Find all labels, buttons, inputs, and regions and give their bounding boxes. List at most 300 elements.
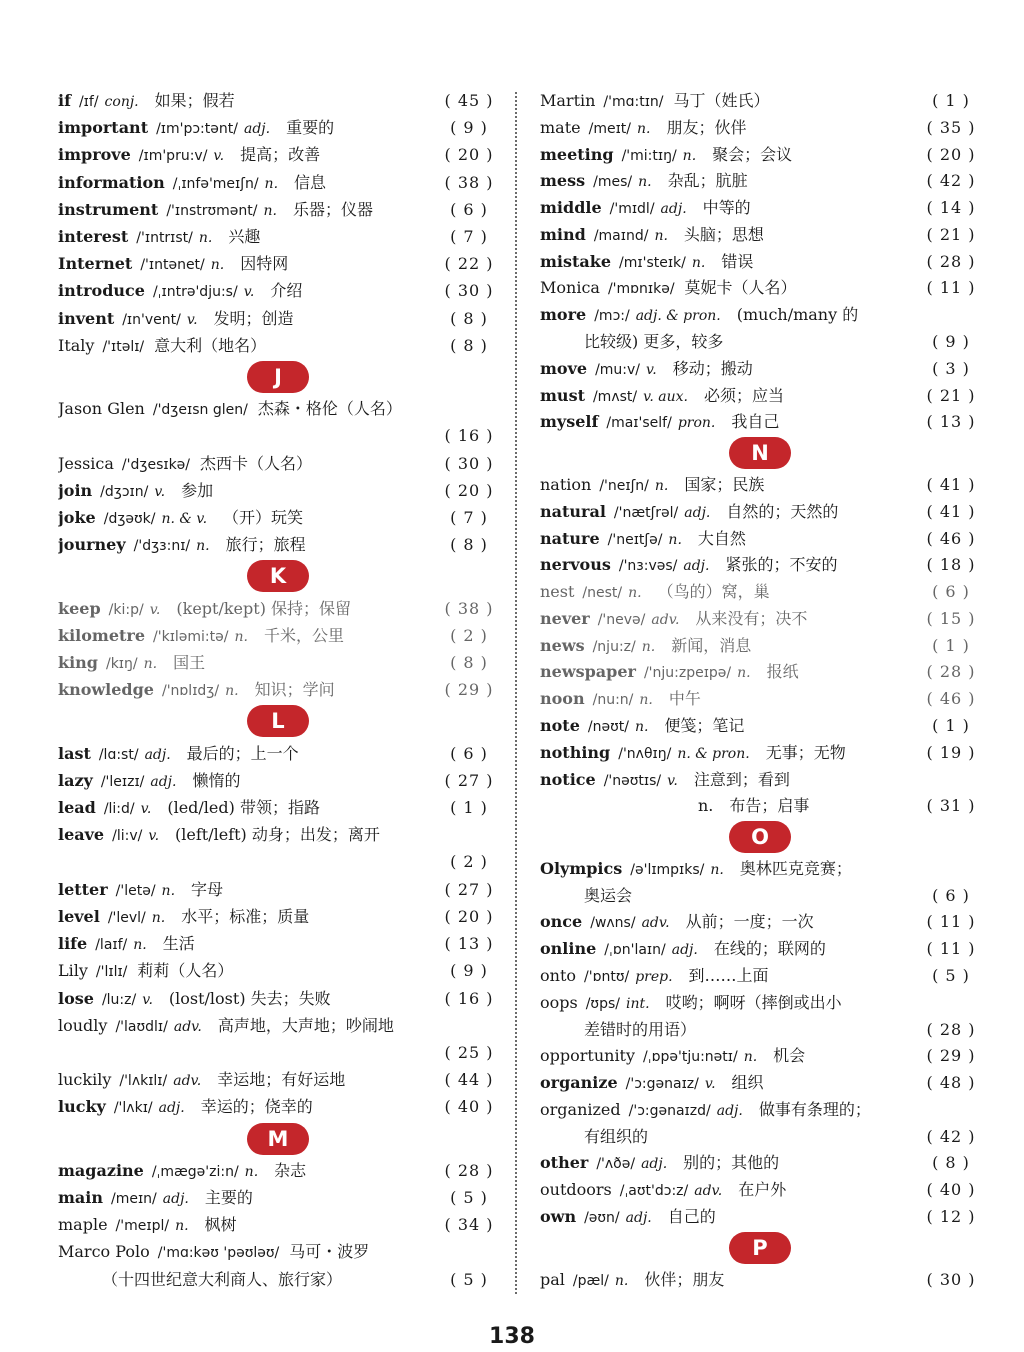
unit-number: ( 13 ) [926,412,976,432]
headword: loudly [58,1015,108,1035]
vocab-entry [540,633,980,658]
vocab-entry [58,505,498,530]
entry-content [58,931,195,956]
vocab-entry [58,741,498,766]
entry-content [540,142,792,167]
phonetic: /ɪm'pɔ:tənt/ [156,121,238,138]
vocab-entry [58,986,498,1011]
chinese-meaning: 紧张的；不安的 [725,555,838,575]
vocab-entry [540,1177,980,1202]
unit-number: ( 3 ) [932,358,970,378]
chinese-meaning: 字母 [191,879,224,899]
vocab-entry [540,856,980,881]
chinese-meaning: 马可・波罗 [289,1242,370,1262]
vocab-entry [540,740,980,765]
phonetic: /dʒəʊk/ [103,511,156,528]
entry-content [540,963,769,988]
phonetic: /wʌns/ [590,915,636,932]
unit-number: ( 1 ) [932,635,970,655]
vocab-entry [540,1043,980,1068]
chinese-meaning: 中等的 [702,198,751,218]
headword: last [58,743,91,763]
part-of-speech: adj. [641,1156,668,1173]
entry-content [58,333,266,358]
headword: onto [540,966,576,985]
phonetic: /kɪŋ/ [105,656,138,673]
phonetic: /'nʌθɪŋ/ [618,745,672,762]
chinese-meaning: 千米，公里 [263,625,344,645]
chinese-meaning: 发明；创造 [213,308,294,328]
headword: mate [540,117,581,137]
entry-content [58,306,294,331]
vocab-entry [540,356,980,381]
entry-content [58,1212,237,1237]
vocab-entry [58,1239,498,1264]
chinese-meaning: 懒惰的 [192,770,241,790]
entry-content [58,451,312,476]
unit-number: ( 38 ) [444,172,494,192]
part-of-speech: n. [634,718,649,735]
chinese-meaning: 别的；其他的 [683,1153,780,1173]
vocab-entry [58,822,498,847]
chinese-meaning: (left/left) 动身；出发；离开 [175,825,380,845]
headword: lazy [58,770,93,790]
headword: join [58,480,93,500]
entry-content [58,958,233,983]
vocab-entry [540,275,980,300]
part-of-speech: n. [151,909,166,926]
entry-content [540,713,744,738]
unit-number: ( 41 ) [926,501,976,521]
chinese-meaning: 错误 [721,251,754,271]
headword: notice [540,769,596,789]
entry-continuation [58,423,498,448]
part-of-speech: n. [641,638,656,655]
headword: magazine [58,1160,144,1180]
part-of-speech: adj. [683,558,710,575]
phonetic: /'neɪʃn/ [599,477,649,494]
headword: newspaper [540,662,636,682]
chinese-meaning: 必须；应当 [703,385,784,405]
vocab-entry [58,142,498,167]
chinese-meaning: 头脑；思想 [683,224,764,244]
vocab-entry [540,1204,980,1229]
headword: nation [540,474,592,494]
chinese-meaning: 国王 [173,653,206,673]
letter-badge: N [729,437,791,469]
definition-continued: 差错时的用语） [584,1019,697,1039]
definition-continued: n. 布告；启事 [698,796,810,816]
unit-number: ( 30 ) [444,453,494,473]
headword: once [540,912,583,932]
entry-content [540,88,770,113]
headword: Monica [540,278,600,298]
letter-section-header [58,1122,498,1156]
vocab-entry [58,795,498,820]
phonetic: /'lɪlɪ/ [95,964,128,981]
vocab-entry [540,1267,980,1292]
vocab-entry [58,396,498,421]
phonetic: /mes/ [593,174,633,191]
part-of-speech: n. [225,683,239,700]
part-of-speech: v. [704,1076,716,1093]
headword: news [540,635,585,655]
unit-number: ( 9 ) [932,332,970,352]
headword: information [58,172,165,192]
phonetic: /ɪf/ [78,94,99,110]
entry-content [58,877,223,902]
unit-number: ( 2 ) [450,625,488,645]
unit-number: ( 18 ) [926,555,976,575]
part-of-speech: n. [196,538,210,555]
part-of-speech: adj. [671,942,698,959]
unit-number: ( 29 ) [926,1046,976,1066]
chinese-meaning: 杂志 [274,1160,307,1180]
headword: middle [540,198,602,218]
headword: noon [540,689,585,709]
unit-number: ( 6 ) [932,885,970,905]
unit-number: ( 8 ) [450,653,488,673]
entry-content [540,115,746,140]
entry-content [540,168,748,193]
letter-section-header [540,436,980,470]
entry-content [540,579,770,604]
letter-badge: M [247,1123,309,1155]
entry-continuation [58,1040,498,1065]
vocab-entry [540,88,980,113]
headword: interest [58,227,129,247]
chinese-meaning: 兴趣 [228,227,261,247]
part-of-speech: n. [614,1272,629,1289]
unit-number: ( 8 ) [932,1153,970,1173]
phonetic: /meɪt/ [588,120,631,137]
headword: instrument [58,199,159,219]
part-of-speech: n. [263,202,277,219]
part-of-speech: n. [682,147,697,164]
entry-content [58,596,351,621]
entry-content [58,768,241,793]
vocab-entry [58,478,498,503]
unit-number: ( 22 ) [444,254,494,274]
part-of-speech: n. [737,665,751,682]
phonetic: /mɔ:/ [594,308,630,325]
entry-content [58,1067,345,1092]
chinese-meaning: 乐器；仪器 [292,199,373,219]
entry-content [540,499,838,524]
chinese-meaning: 杂乱；肮脏 [667,171,748,191]
part-of-speech: v. [140,801,152,818]
phonetic: /lu:z/ [101,991,137,1008]
chinese-meaning: 从前；一度；一次 [685,912,814,932]
unit-number: ( 42 ) [926,171,976,191]
vocab-entry [58,958,498,983]
chinese-meaning: 自然的；天然的 [726,501,839,521]
headword: other [540,1153,589,1173]
chinese-meaning: 生活 [162,934,195,954]
phonetic: /pæl/ [572,1272,609,1289]
unit-number: ( 21 ) [926,224,976,244]
chinese-meaning: 幸运地；有好运地 [217,1070,346,1090]
part-of-speech: adv. [173,1018,202,1035]
phonetic: /əʊn/ [584,1210,620,1227]
vocab-entry [540,115,980,140]
chinese-meaning: (much/many 的 [736,305,859,325]
headword: if [58,91,71,110]
entry-content [540,1097,871,1122]
entry-content [58,623,344,648]
entry-content [540,856,852,881]
entry-content [58,650,205,675]
phonetic: /'dʒɜ:nɪ/ [133,538,191,555]
part-of-speech: n. [143,656,158,673]
unit-number: ( 38 ) [444,598,494,618]
headword: organized [540,1099,621,1119]
letter-section-header [540,820,980,854]
part-of-speech: v. [149,601,161,618]
part-of-speech: n. [161,882,176,899]
vocab-entry [540,472,980,497]
part-of-speech: pron. [677,415,716,432]
unit-number: ( 34 ) [444,1215,494,1235]
headword: Jason Glen [58,399,145,419]
entry-content [58,741,299,766]
unit-number: ( 7 ) [450,227,488,247]
vocab-entry [58,931,498,956]
phonetic: /'neɪtʃə/ [607,531,663,548]
entry-content [540,195,751,220]
phonetic: /ˌɒpə'tju:nətɪ/ [643,1049,738,1066]
part-of-speech: n. & pron. [677,745,750,762]
entry-content [540,383,784,408]
right-column [540,88,980,1292]
phonetic: /nest/ [582,585,623,602]
headword: Marco Polo [58,1242,150,1262]
chinese-meaning: 主要的 [204,1187,253,1207]
unit-number: ( 8 ) [450,535,488,555]
entry-content [58,904,309,929]
headword: knowledge [58,680,154,700]
chinese-meaning: 从来没有；决不 [695,608,808,628]
chinese-meaning: （开）玩笑 [223,508,304,528]
headword: leave [58,825,105,845]
column-divider [515,92,517,1294]
headword: Martin [540,91,596,110]
vocab-entry [58,1185,498,1210]
headword: oops [540,992,578,1012]
headword: nervous [540,555,611,575]
headword: introduce [58,281,145,301]
unit-number: ( 5 ) [450,1187,488,1207]
entry-content [540,633,751,658]
chinese-meaning: 注意到；看到 [693,769,790,789]
unit-number: ( 14 ) [926,198,976,218]
headword: organize [540,1073,618,1093]
unit-number: ( 16 ) [444,988,494,1008]
entry-content [540,909,814,934]
phonetic: /'nju:zpeɪpə/ [643,665,732,682]
phonetic: /ˌɪnfə'meɪʃn/ [172,175,259,192]
phonetic: /li:d/ [103,801,135,818]
headword: natural [540,501,606,521]
part-of-speech: v. aux. [643,388,688,405]
entry-content [540,552,838,577]
entry-content [540,409,779,434]
chinese-meaning: 组织 [731,1073,764,1093]
vocab-entry [540,936,980,961]
chinese-meaning: 移动；搬动 [672,358,753,378]
phonetic: /lɑ:st/ [98,746,139,763]
definition-continued: 奥运会 [584,885,633,905]
entry-content [540,1043,805,1068]
chinese-meaning: 幸运的；侥幸的 [200,1097,313,1117]
part-of-speech: adv. [694,1183,723,1200]
phonetic: /ɪm'pru:v/ [138,148,208,165]
headword: journey [58,535,126,555]
chinese-meaning: 伙伴；朋友 [644,1269,725,1289]
entry-content [540,222,764,247]
vocab-entry [58,623,498,648]
part-of-speech: n. [691,254,706,271]
phonetic: /meɪn/ [111,1190,157,1207]
part-of-speech: n. [198,230,213,247]
chinese-meaning: 旅行；旅程 [225,535,306,555]
phonetic: /mɪ'steɪk/ [619,254,686,271]
part-of-speech: v. [186,311,198,328]
chinese-meaning: 新闻，消息 [671,635,752,655]
part-of-speech: v. [667,772,678,789]
vocab-entry [58,532,498,557]
unit-number: ( 20 ) [444,145,494,165]
phonetic: /'ɪntrɪst/ [136,230,193,247]
vocab-entry [58,1158,498,1183]
chinese-meaning: 杰西卡（人名） [200,453,313,473]
entry-content [58,1013,394,1038]
headword: more [540,305,587,325]
vocab-entry [540,686,980,711]
chinese-meaning: 因特网 [240,254,289,274]
chinese-meaning: 机会 [773,1046,806,1066]
vocab-entry [58,278,498,303]
headword: note [540,715,580,735]
unit-number: ( 5 ) [450,1269,488,1289]
part-of-speech: v. [154,483,166,500]
chinese-meaning: 马丁（姓氏） [673,91,770,110]
letter-section-header [58,704,498,738]
entry-content [58,278,302,303]
entry-content [58,170,326,195]
unit-number: ( 28 ) [926,1019,976,1039]
headword: nest [540,582,575,602]
phonetic: /'nɜ:vəs/ [618,558,678,575]
phonetic: /ə'lɪmpɪks/ [630,861,705,878]
unit-number: ( 1 ) [932,715,970,735]
entry-content [540,990,842,1015]
unit-number: ( 35 ) [926,117,976,137]
vocab-entry [58,170,498,195]
entry-content [58,224,260,249]
phonetic: /'laʊdlɪ/ [115,1018,168,1035]
entry-content [540,1177,786,1202]
phonetic: /li:v/ [112,828,143,845]
headword: invent [58,308,115,328]
unit-number: ( 19 ) [926,742,976,762]
entry-continuation [58,849,498,874]
chinese-meaning: 最后的；上一个 [186,743,299,763]
unit-number: ( 28 ) [926,251,976,271]
headword: Internet [58,254,133,274]
entry-continuation [58,1267,498,1292]
part-of-speech: adj. [684,504,711,521]
unit-number: ( 27 ) [444,770,494,790]
vocab-entry [58,596,498,621]
entry-content [58,478,213,503]
vocab-entry [540,1070,980,1095]
unit-number: ( 20 ) [926,144,976,164]
phonetic: /'mi:tɪŋ/ [621,147,677,164]
part-of-speech: int. [625,995,650,1012]
phonetic: /'mɑ:tɪn/ [603,94,664,110]
phonetic: /maɪ'self/ [606,415,672,432]
headword: letter [58,879,108,899]
vocab-entry [58,768,498,793]
headword: Jessica [58,453,114,473]
headword: important [58,118,149,138]
part-of-speech: adv. [173,1073,202,1090]
part-of-speech: n. [668,531,682,548]
part-of-speech: conj. [104,94,139,110]
phonetic: /ˌmægə'zi:n/ [151,1163,239,1180]
chinese-meaning: 报纸 [766,662,799,682]
headword: Italy [58,335,95,355]
unit-number: ( 11 ) [926,912,976,932]
chinese-meaning: 哎哟；啊呀（摔倒或出小 [665,992,842,1012]
part-of-speech: adv. [641,915,670,932]
headword: outdoors [540,1180,612,1200]
unit-number: ( 46 ) [926,689,976,709]
phonetic: /'nəʊtɪs/ [603,772,662,789]
phonetic: /'dʒesɪkə/ [121,456,191,473]
entry-content [58,532,306,557]
entry-content [540,936,826,961]
headword: mess [540,171,586,191]
unit-number: ( 5 ) [932,966,970,985]
phonetic: /ɪn'vent/ [122,311,181,328]
part-of-speech: adj. [144,746,171,763]
chinese-meaning: 重要的 [286,118,335,138]
chinese-meaning: （鸟的）窝，巢 [657,582,770,602]
entry-content [58,115,334,140]
part-of-speech: n. [244,1163,259,1180]
headword: Olympics [540,858,623,878]
part-of-speech: n. [654,227,668,244]
unit-number: ( 25 ) [444,1042,494,1062]
letter-section-header [58,360,498,394]
letter-badge: O [729,821,791,853]
vocab-entry [540,142,980,167]
entry-content [58,795,320,820]
unit-number: ( 2 ) [450,852,488,872]
part-of-speech: n. [628,585,642,602]
phonetic: /'nɒlɪdʒ/ [161,683,220,700]
headword: joke [58,508,96,528]
headword: main [58,1187,104,1207]
entry-continuation [540,1124,980,1149]
phonetic: /dʒɔɪn/ [100,483,149,500]
letter-badge: J [247,361,309,393]
chinese-meaning: 介绍 [270,281,303,301]
vocab-entry [540,1150,980,1175]
entry-continuation [540,329,980,354]
